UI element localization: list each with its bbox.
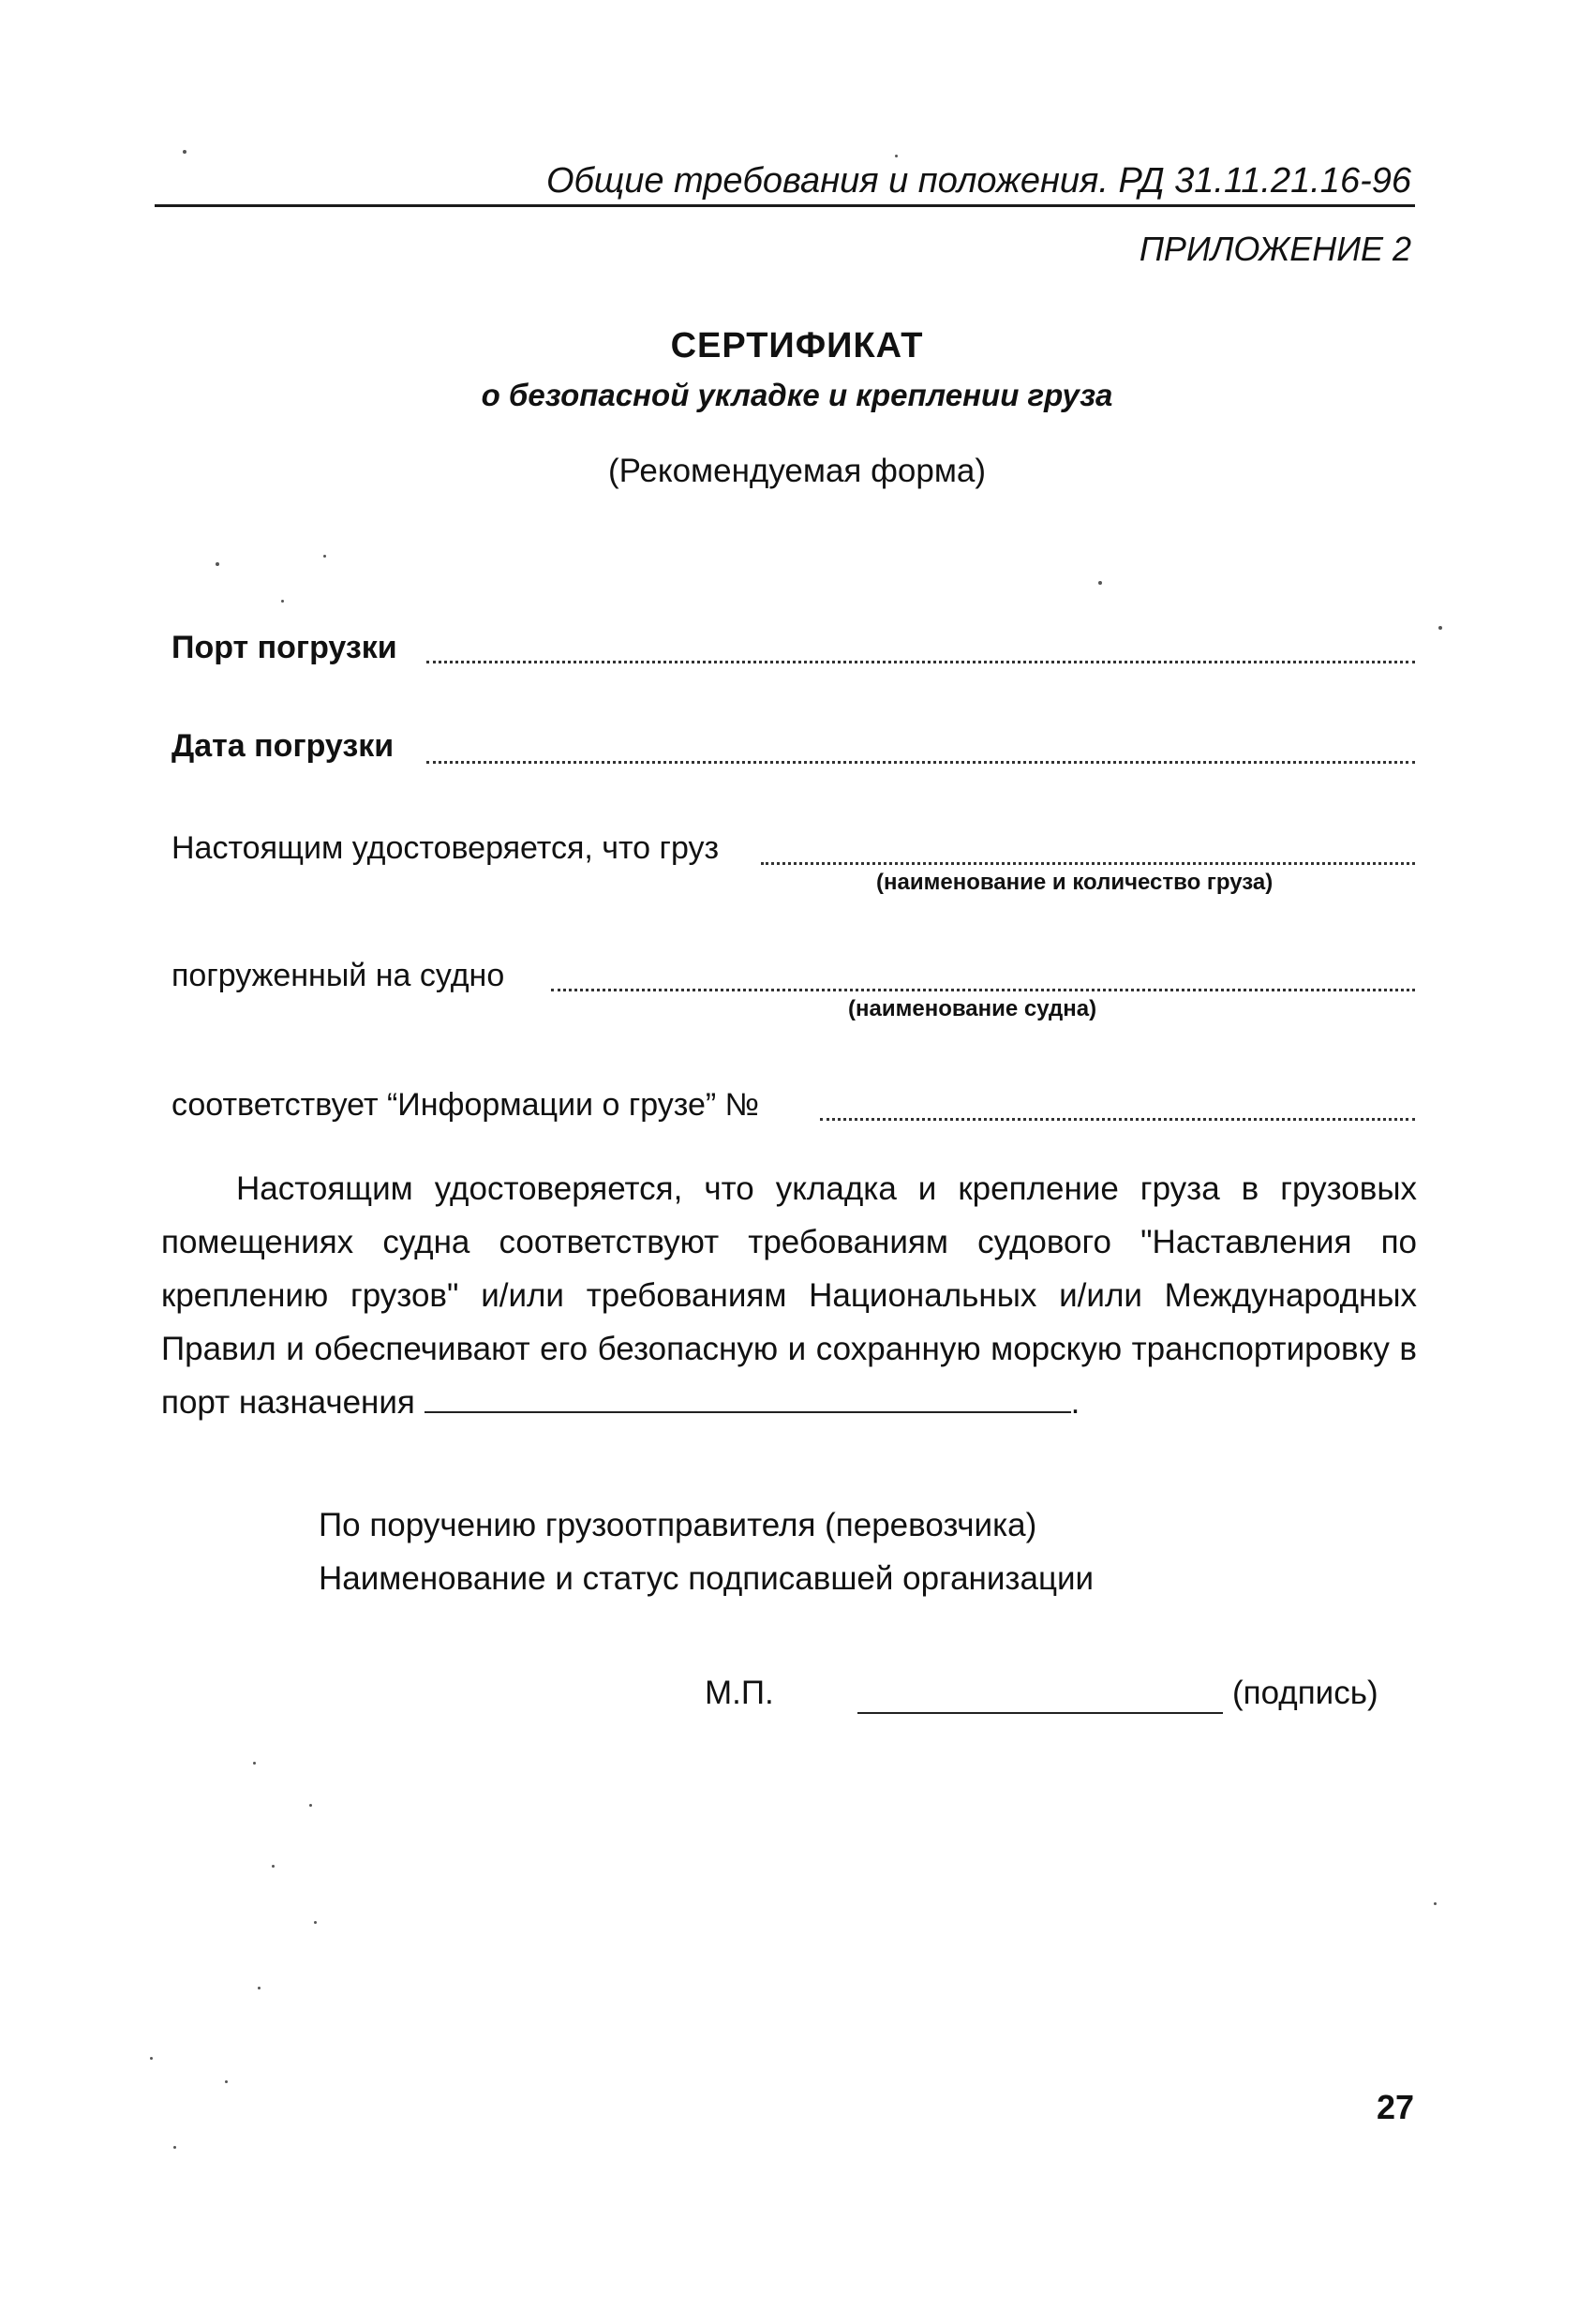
cargo-info-label: соответствует “Информации о грузе” № [171,1087,760,1123]
appendix-label: ПРИЛОЖЕНИЕ 2 [1139,230,1411,268]
cargo-caption: (наименование и количество груза) [876,870,1274,895]
page-number: 27 [1376,2088,1414,2126]
vessel-field[interactable] [551,989,1415,991]
organization-line: Наименование и статус подписавшей организации [319,1560,1095,1597]
certification-text: Настоящим удостоверяется, что укладка и крепление груза в грузовых помещениях судна соответствуют требованиям судового "Наставления по креплению грузов" и/или требованиям Национальных и/или Международных Правил и обеспечивают его безопасную и сохранную морскую транспортировку в порт назначения [161,1170,1417,1421]
stamp-label: М.П. [705,1675,774,1711]
paragraph-end: . [1070,1384,1080,1421]
signature-field[interactable] [857,1712,1223,1714]
vessel-caption: (наименование судна) [848,996,1097,1021]
port-field[interactable] [426,661,1415,663]
form-note: (Рекомендуемая форма) [607,453,987,489]
header-divider [155,204,1415,207]
cargo-info-field[interactable] [820,1118,1415,1121]
on-behalf-of-line: По поручению грузоотправителя (перевозчика) [319,1507,1037,1543]
cargo-field[interactable] [761,862,1415,865]
running-header: Общие требования и положения. РД 31.11.21.16-96 [545,161,1411,201]
document-title: СЕРТИФИКАТ [670,326,924,365]
date-field[interactable] [426,761,1415,764]
destination-port-field[interactable] [425,1387,1071,1413]
date-label: Дата погрузки [171,728,395,764]
port-label: Порт погрузки [171,630,397,665]
certification-paragraph [161,1162,1417,1429]
cargo-label: Настоящим удостоверяется, что груз [171,830,720,866]
document-subtitle: о безопасной укладке и креплении груза [481,378,1113,412]
vessel-label: погруженный на судно [171,958,505,993]
signature-caption: (подпись) [1232,1675,1378,1711]
